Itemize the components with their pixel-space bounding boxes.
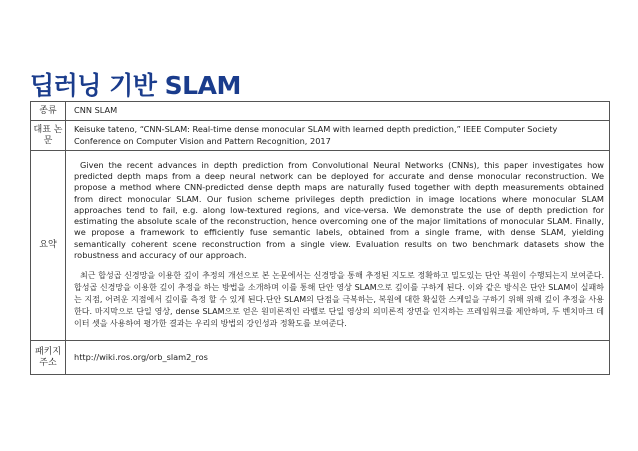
row-label-type: 종류	[31, 102, 66, 121]
page-title: 딥러닝 기반 SLAM	[30, 71, 241, 100]
package-url: http://wiki.ros.org/orb_slam2_ros	[66, 341, 610, 375]
info-table	[30, 101, 610, 375]
abstract-english: Given the recent advances in depth prediction from Convolutional Neural Networks (CNNs), this paper investigates how predicted depth maps from a deep neural network can be deployed for accurate and dense monocular reconstruction. We propose a method where CNN-predicted dense depth maps are naturally fused together with depth measurements obtained from direct monocular SLAM. Our fusion scheme privileges depth prediction in image locations where monocular SLAM approaches tend to fail, e.g. along low-textured regions, and vice-versa. We demonstrate the use of depth prediction for estimating the absolute scale of the reconstruction, hence overcoming one of the major limitations of monocular SLAM. Finally, we propose a framework to efficiently fuse semantic labels, obtained from a single frame, with dense SLAM, yielding semantically coherent scene reconstruction from a single view. Evaluation results on two benchmark datasets show the robustness and accuracy of our approach.	[74, 160, 604, 260]
table-row	[31, 102, 610, 121]
table-row	[31, 151, 610, 341]
table-row	[31, 121, 610, 151]
row-label-summary: 요약	[31, 151, 66, 341]
table-row	[31, 341, 610, 375]
row-label-package: 패키지 주소	[31, 341, 66, 375]
abstract-korean: 최근 합성곱 신경망을 이용한 깊이 추정의 개선으로 본 논문에서는 신경망을 통해 추정된 지도로 정확하고 밀도있는 단안 복원이 수행되는지 보여준다. 합성곱 신경망을 이용한 깊이 추정을 하는 방법을 소개하며 이를 통해 단안 영상 SLAM으로 깊이를 구하게 된다. 이와 같은 방식은 단안 SLAM이 실패하는 지점, 어려운 지점에서 깊이를 측정 할 수 있게 된다.단안 SLAM의 단점을 극복하는, 복원에 대한 확실한 스케일을 구하기 위해 위해 깊이 추정을 사용한다. 마지막으로 단일 영상, dense SLAM으로 얻은 원미론적인 라벨로 단일 영상의 의미론적 장면을 인지하는 프레임워크를 제안하며, 두 벤치마크 데이터 셋을 사용하여 평가한 결과는 우리의 방법의 강인성과 정확도를 보여준다.	[74, 270, 604, 328]
row-value-summary	[66, 151, 610, 341]
row-value-type: CNN SLAM	[66, 102, 610, 121]
row-label-paper: 대표 논문	[31, 121, 66, 151]
row-value-paper: Keisuke tateno, “CNN-SLAM: Real-time dense monocular SLAM with learned depth prediction,” IEEE Computer Society Conference on Computer Vision and Pattern Recognition, 2017	[66, 121, 610, 151]
